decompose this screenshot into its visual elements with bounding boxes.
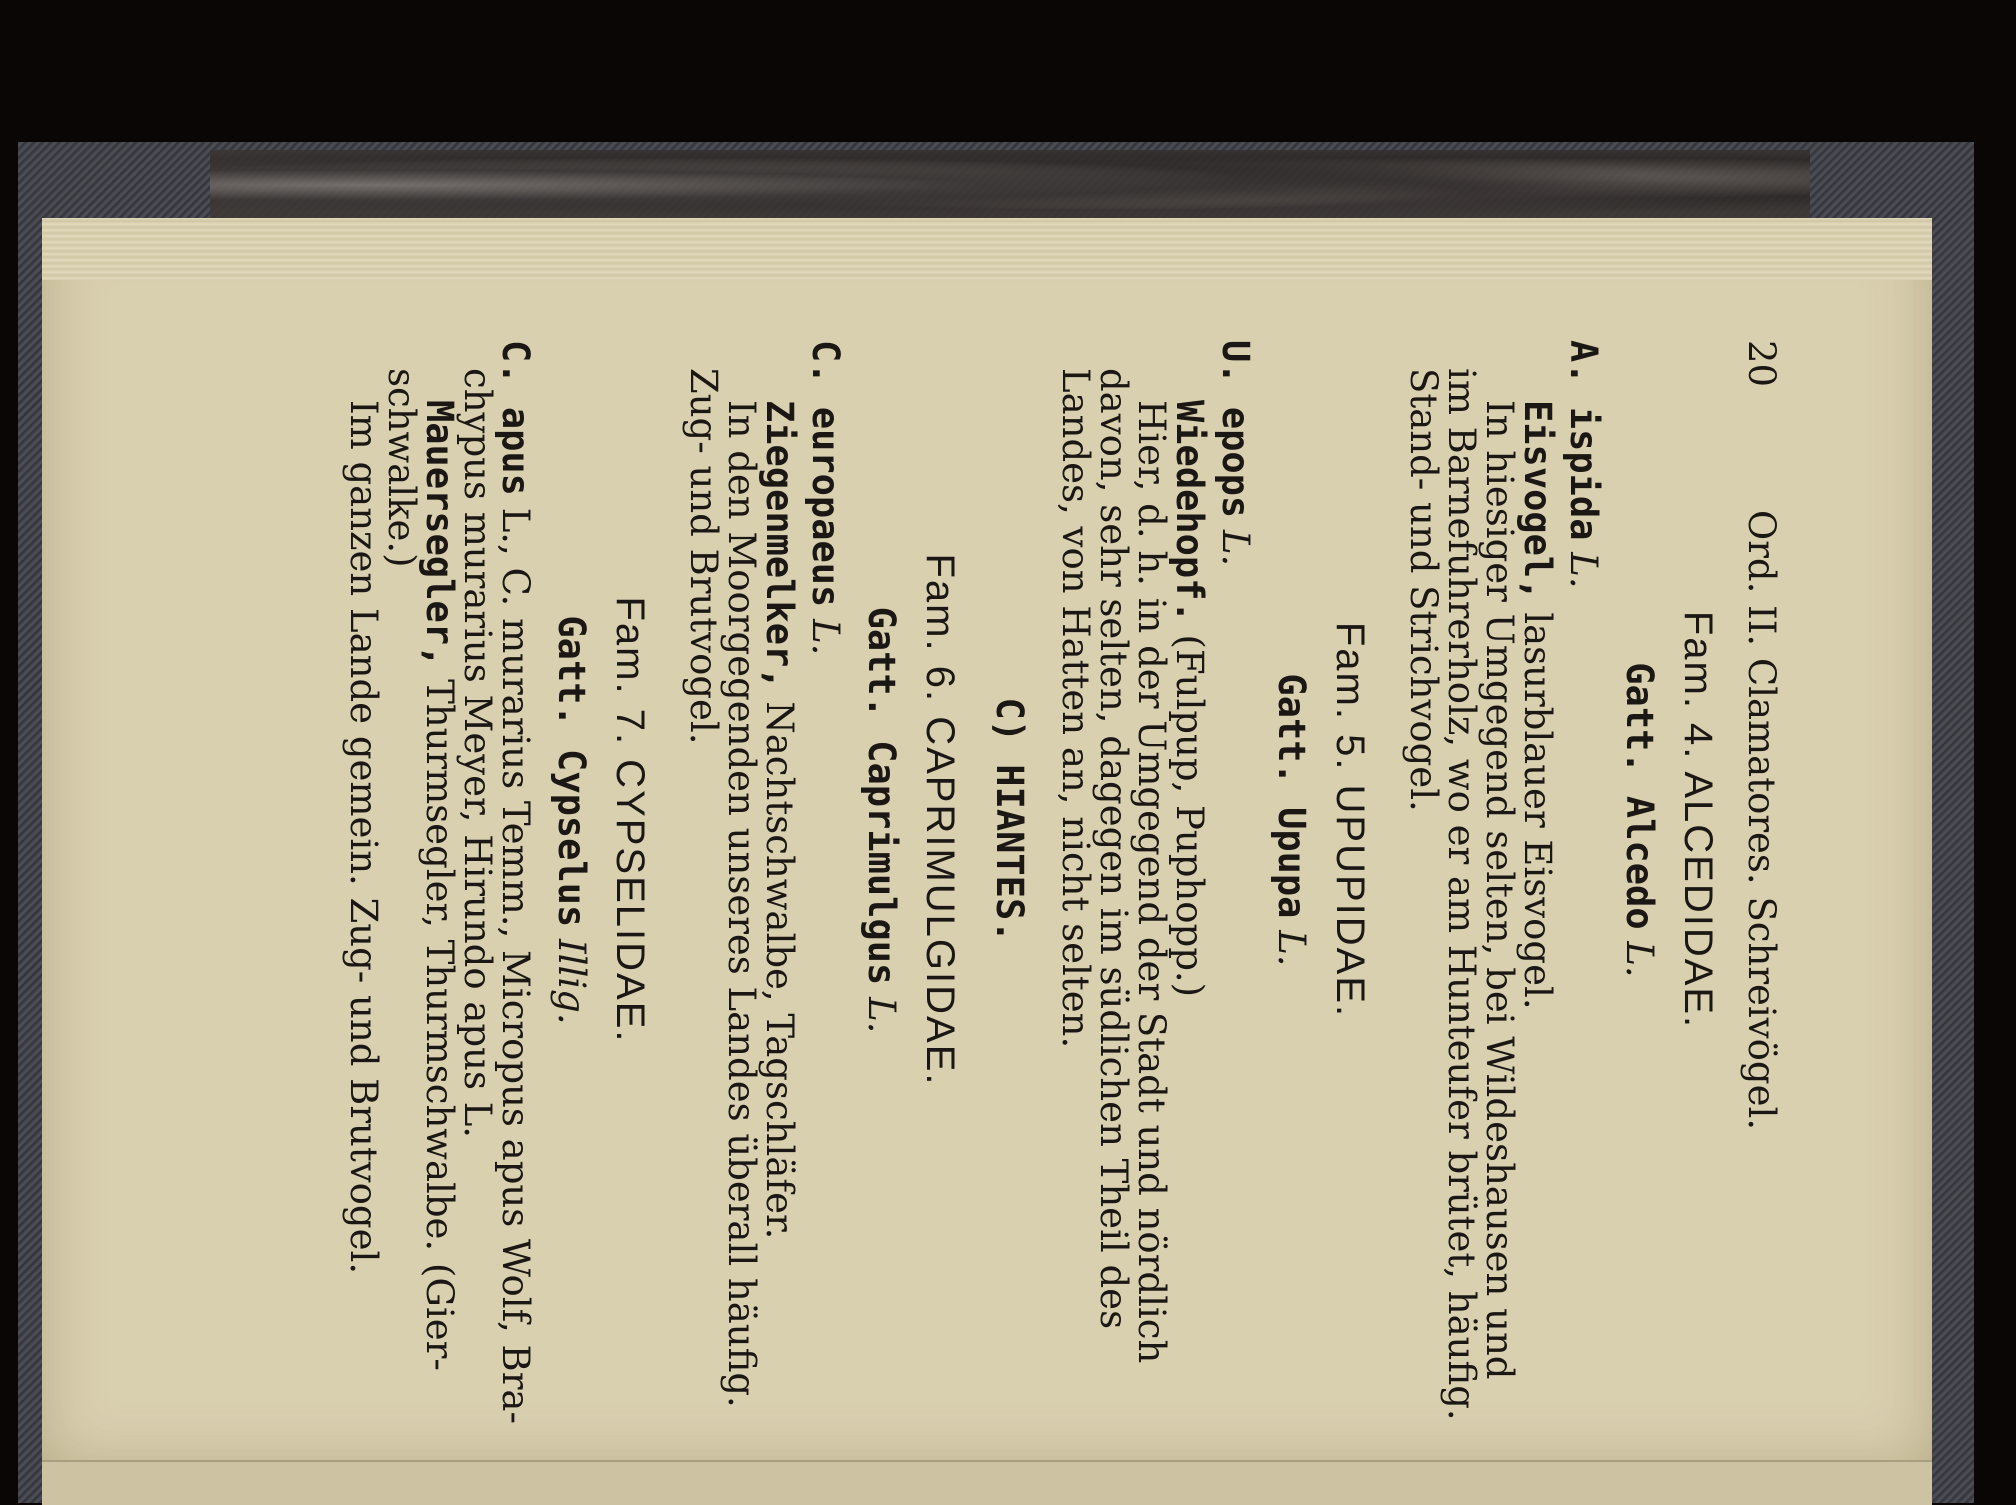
body-line: im Barnefuhrerholz, wo er am Hunteufer brütet, häufig. [1440,368,1483,1421]
species-entry [1214,340,1257,567]
body-line: Stand- und Strichvogel. [1402,368,1445,812]
species-author: L. [804,619,847,656]
page-number: 20 [1740,340,1783,388]
common-name-line [1516,400,1559,1010]
body-line: Hier, d. h. in der Umgegend der Stadt und nördlich [1130,400,1173,1364]
family-heading: Fam. 4. ALCEDIDAE. [1676,610,1720,1030]
genus-author: L. [1618,941,1661,978]
group-heading: C) HIANTES. [988,697,1031,943]
synonym-line: L., C. murarius Temm., Micropus apus Wolf, Bra- [494,507,537,1424]
species-name: C. europaeus [804,340,847,608]
genus-heading [1618,320,1661,1320]
genus-author: L. [860,997,903,1034]
body-line: Landes, von Hatten an, nicht selten. [1054,368,1097,1049]
species-name: C. apus [494,340,537,496]
genus-author: L. [1270,930,1313,967]
species-entry [1562,340,1605,589]
genus-heading [550,320,593,1320]
genus-name: Gatt. Alcedo [1618,662,1661,930]
genus-heading [860,320,903,1320]
marbled-cover-edge [210,150,1810,220]
body-line: schwalke.) [380,368,423,568]
genus-name: Gatt. Cypselus [550,615,593,928]
page-text-rotated [240,320,1783,1424]
common-name-line [418,400,461,1371]
body-line: davon, sehr selten, dagegen im südlichen Theil des [1092,368,1135,1330]
genus-author: Illig. [550,939,593,1025]
species-author: L. [1214,529,1257,567]
species-entry [804,340,847,656]
common-name-line [1168,400,1211,998]
running-title: Ord. II. Clamatores. Schreivögel. [1740,509,1783,1131]
family-heading: Fam. 7. CYPSELIDAE. [608,596,652,1044]
genus-name: Gatt. Upupa [1270,673,1313,919]
genus-heading [1270,320,1313,1320]
species-author: L. [1562,552,1605,589]
genus-name: Gatt. Caprimulgus [860,606,903,986]
body-line: In den Moorgegenden unseres Landes überall häufig. [720,400,763,1408]
body-line: Im ganzen Lande gemein. Zug- und Brutvogel. [342,400,385,1275]
species-name: U. epops [1214,340,1257,519]
page-bottom-edge [42,1460,1932,1505]
species-entry [494,340,537,1424]
common-name: Wiedehopf. [1168,400,1211,623]
body-line: In hiesiger Umgegend selten, bei Wildeshausen und [1478,400,1521,1380]
common-name-rest: lasurblauer Eisvogel. [1516,612,1559,1010]
family-heading: Fam. 6. CAPRIMULGIDAE. [918,553,962,1087]
body-line: Zug- und Brutvogel. [682,368,725,745]
common-name: Eisvogel, [1516,400,1559,601]
common-name-rest: Nachtschwalbe, Tagschläfer. [758,701,801,1240]
common-name: Ziegenmelker, [758,400,801,690]
family-heading: Fam. 5. UPUPIDAE. [1328,621,1372,1019]
common-name-rest: (Fulpup, Puphopp.) [1168,634,1211,998]
synonym-line: chypus murarius Meyer, Hirundo apus L. [456,368,499,1139]
page-edges [42,218,1932,280]
common-name: Mauersegler, [418,400,461,668]
species-name: A. ispida [1562,340,1605,541]
common-name-rest: Thurmsegler, Thurmschwalbe. (Gier- [418,679,461,1371]
common-name-line [758,400,801,1240]
